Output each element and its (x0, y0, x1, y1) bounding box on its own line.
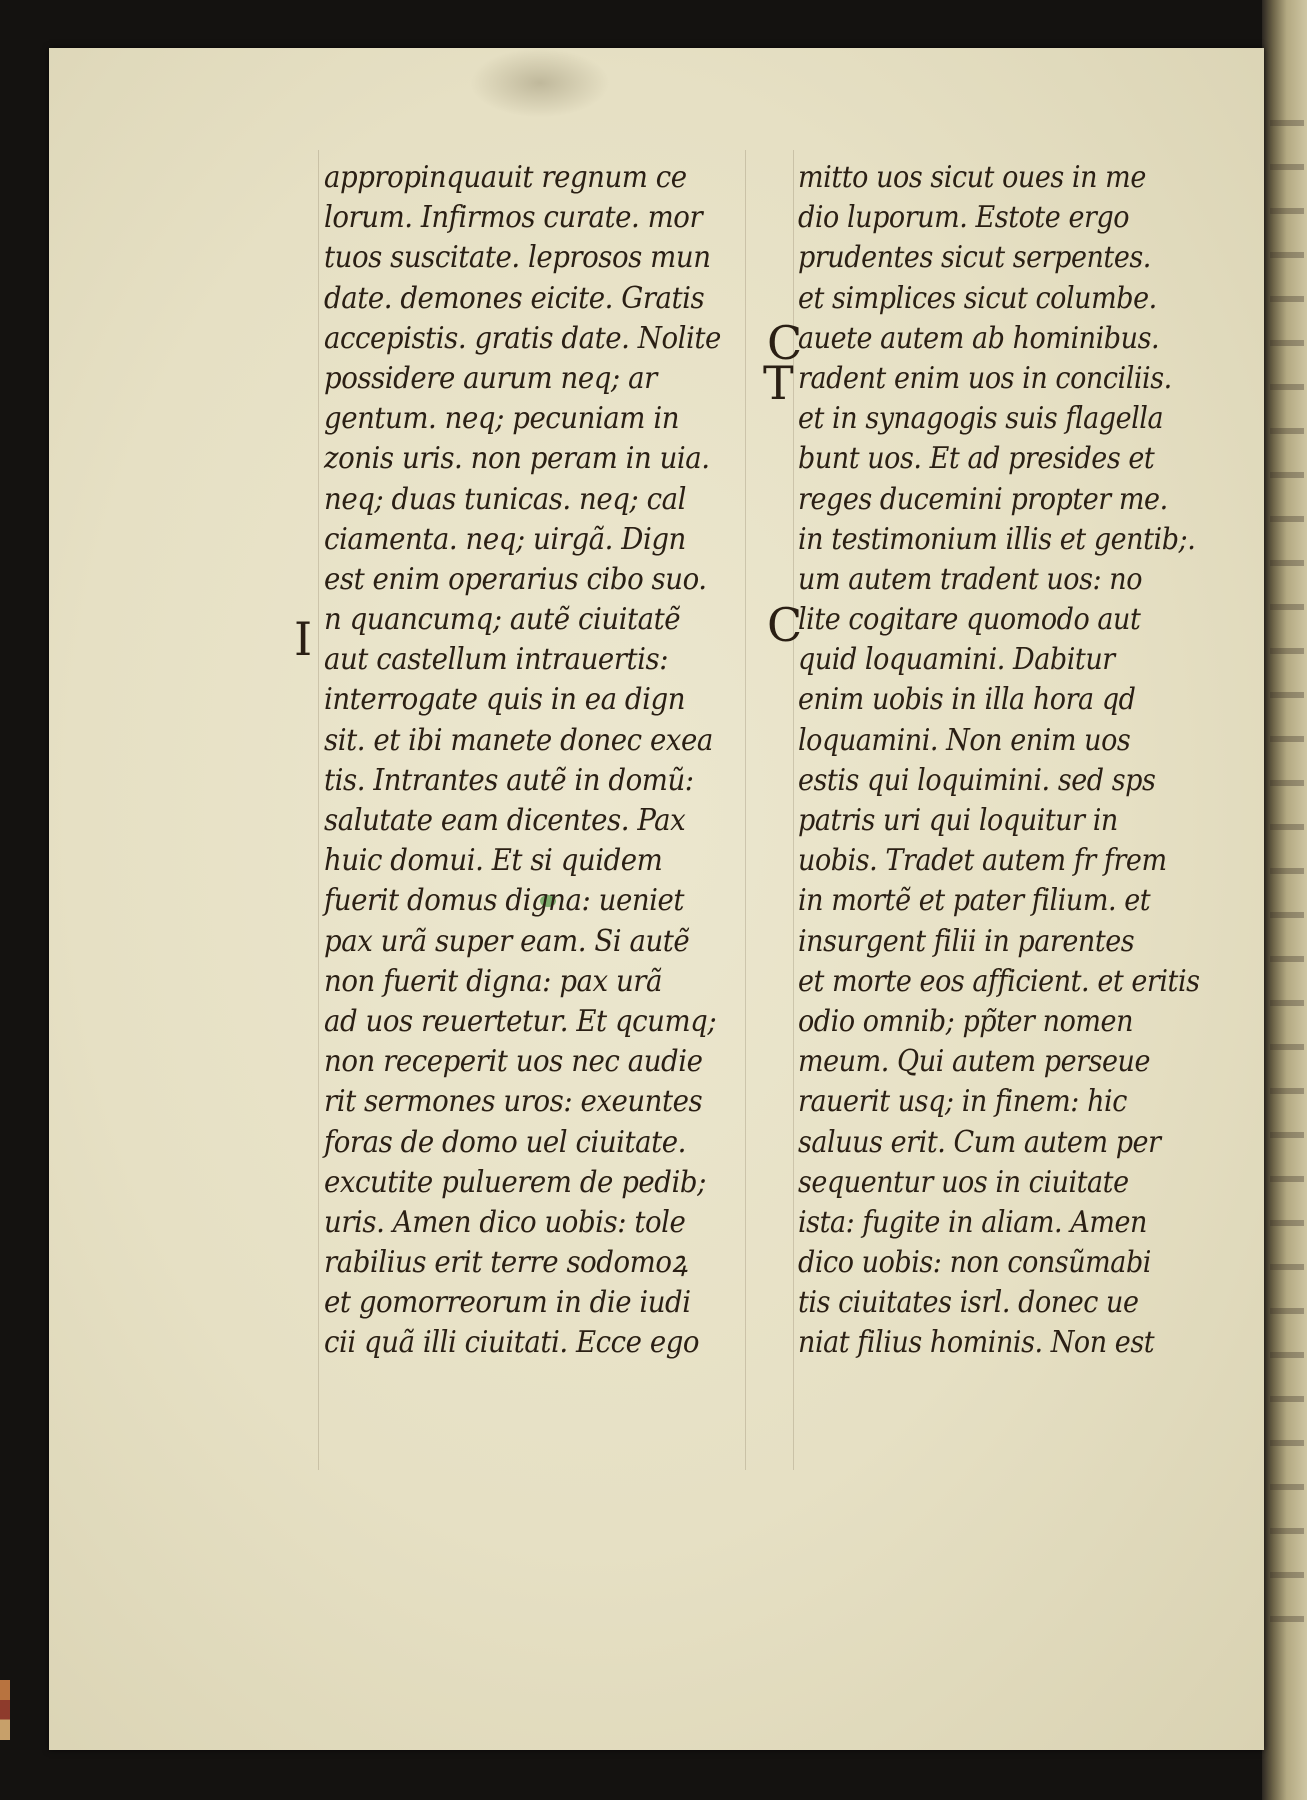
ruling-line-center-left (745, 150, 746, 1470)
text-line: mitto uos sicut oues in me (798, 160, 1146, 195)
text-line: meum. Qui autem perseue (798, 1044, 1151, 1080)
text-line: est enim operarius cibo suo. (324, 561, 707, 597)
text-line: tis. Intrantes autẽ in domũ: (324, 762, 694, 798)
text-line: gentum. neq; pecuniam in (324, 401, 680, 437)
text-line: loquamini. Non enim uos (798, 722, 1131, 758)
text-line: tis ciuitates isrl. donec ue (798, 1285, 1139, 1321)
text-line: in testimonium illis et gentib;. (798, 521, 1196, 557)
text-line: odio omnib; pp̃ter nomen (798, 1003, 1134, 1039)
parchment-stain (470, 48, 610, 118)
text-line: interrogate quis in ea dign (324, 682, 686, 718)
text-line: ista: fugite in aliam. Amen (798, 1204, 1147, 1240)
text-line: et morte eos afficient. et eritis (798, 963, 1200, 999)
text-line: salutate eam dicentes. Pax (324, 803, 686, 838)
text-line: estis qui loquimini. sed sps (798, 762, 1156, 798)
text-line: lorum. Infirmos curate. mor (324, 200, 703, 236)
text-line: date. demones eicite. Gratis (324, 280, 705, 316)
text-line: et simplices sicut columbe. (798, 280, 1157, 316)
facing-page-text-bleed (1270, 120, 1304, 1640)
text-line: reges ducemini propter me. (798, 481, 1168, 517)
text-line: cii quã illi ciuitati. Ecce ego (324, 1325, 700, 1361)
text-line: pax urã super eam. Si autẽ (324, 923, 690, 959)
initial-c-right-2: C (767, 598, 803, 652)
facing-page-edge (1262, 0, 1307, 1800)
text-line: rit sermones uros: exeuntes (324, 1084, 703, 1120)
text-line: n quancumq; autẽ ciuitatẽ (324, 602, 681, 638)
text-line: appropinquauit regnum ce (324, 160, 687, 195)
text-line: ad uos reuertetur. Et qcumq; (324, 1003, 717, 1039)
left-text-column (324, 158, 724, 1364)
right-text-column (798, 158, 1218, 1364)
text-line: huic domui. Et si quidem (324, 843, 663, 879)
text-line: prudentes sicut serpentes. (798, 240, 1151, 276)
text-line: possidere aurum neq; ar (324, 360, 657, 396)
text-line: fuerit domus digna: ueniet (324, 883, 685, 919)
text-line: lite cogitare quomodo aut (798, 602, 1141, 638)
text-line: rabilius erit terre sodomoꝝ (324, 1245, 688, 1281)
text-line: sit. et ibi manete donec exea (324, 722, 713, 758)
text-line: in mortẽ et pater filium. et (798, 883, 1151, 919)
text-line: et in synagogis suis flagella (798, 401, 1164, 437)
text-line: bunt uos. Et ad presides et (798, 441, 1155, 477)
text-line: enim uobis in illa hora qd (798, 682, 1136, 718)
ruling-line-left (318, 150, 319, 1470)
text-line: zonis uris. non peram in uia. (324, 441, 710, 477)
text-line: dio luporum. Estote ergo (798, 200, 1130, 236)
text-line: saluus erit. Cum autem per (798, 1124, 1161, 1160)
initial-i-left: I (294, 612, 313, 666)
text-line: ciamenta. neq; uirgã. Dign (324, 521, 686, 557)
text-line: accepistis. gratis date. Nolite (324, 320, 721, 356)
text-line: patris uri qui loquitur in (798, 803, 1118, 838)
text-line: dico uobis: non consũmabi (798, 1245, 1151, 1281)
text-line: aut castellum intrauertis: (324, 642, 669, 678)
text-line: non receperit uos nec audie (324, 1044, 703, 1080)
text-line: insurgent filii in parentes (798, 923, 1135, 959)
text-line: foras de domo uel ciuitate. (324, 1124, 686, 1160)
text-line: um autem tradent uos: no (798, 561, 1143, 597)
text-line: radent enim uos in conciliis. (798, 360, 1172, 396)
text-line: uris. Amen dico uobis: tole (324, 1204, 686, 1240)
text-line: excutite puluerem de pedib; (324, 1164, 706, 1200)
text-line: rauerit usq; in finem: hic (798, 1084, 1127, 1120)
text-line: quid loquamini. Dabitur (798, 642, 1115, 678)
text-line: sequentur uos in ciuitate (798, 1164, 1129, 1200)
text-line: tuos suscitate. leprosos mun (324, 240, 711, 276)
text-line: niat filius hominis. Non est (798, 1325, 1155, 1361)
text-line: auete autem ab hominibus. (798, 320, 1160, 356)
text-line: uobis. Tradet autem fr frem (798, 843, 1167, 879)
text-line: et gomorreorum in die iudi (324, 1285, 691, 1321)
text-line: non fuerit digna: pax urã (324, 963, 663, 999)
initial-t-right: T (763, 356, 794, 410)
initial-c-right-1: C (767, 316, 803, 370)
text-line: neq; duas tunicas. neq; cal (324, 481, 686, 517)
color-calibration-strip (0, 1680, 10, 1740)
